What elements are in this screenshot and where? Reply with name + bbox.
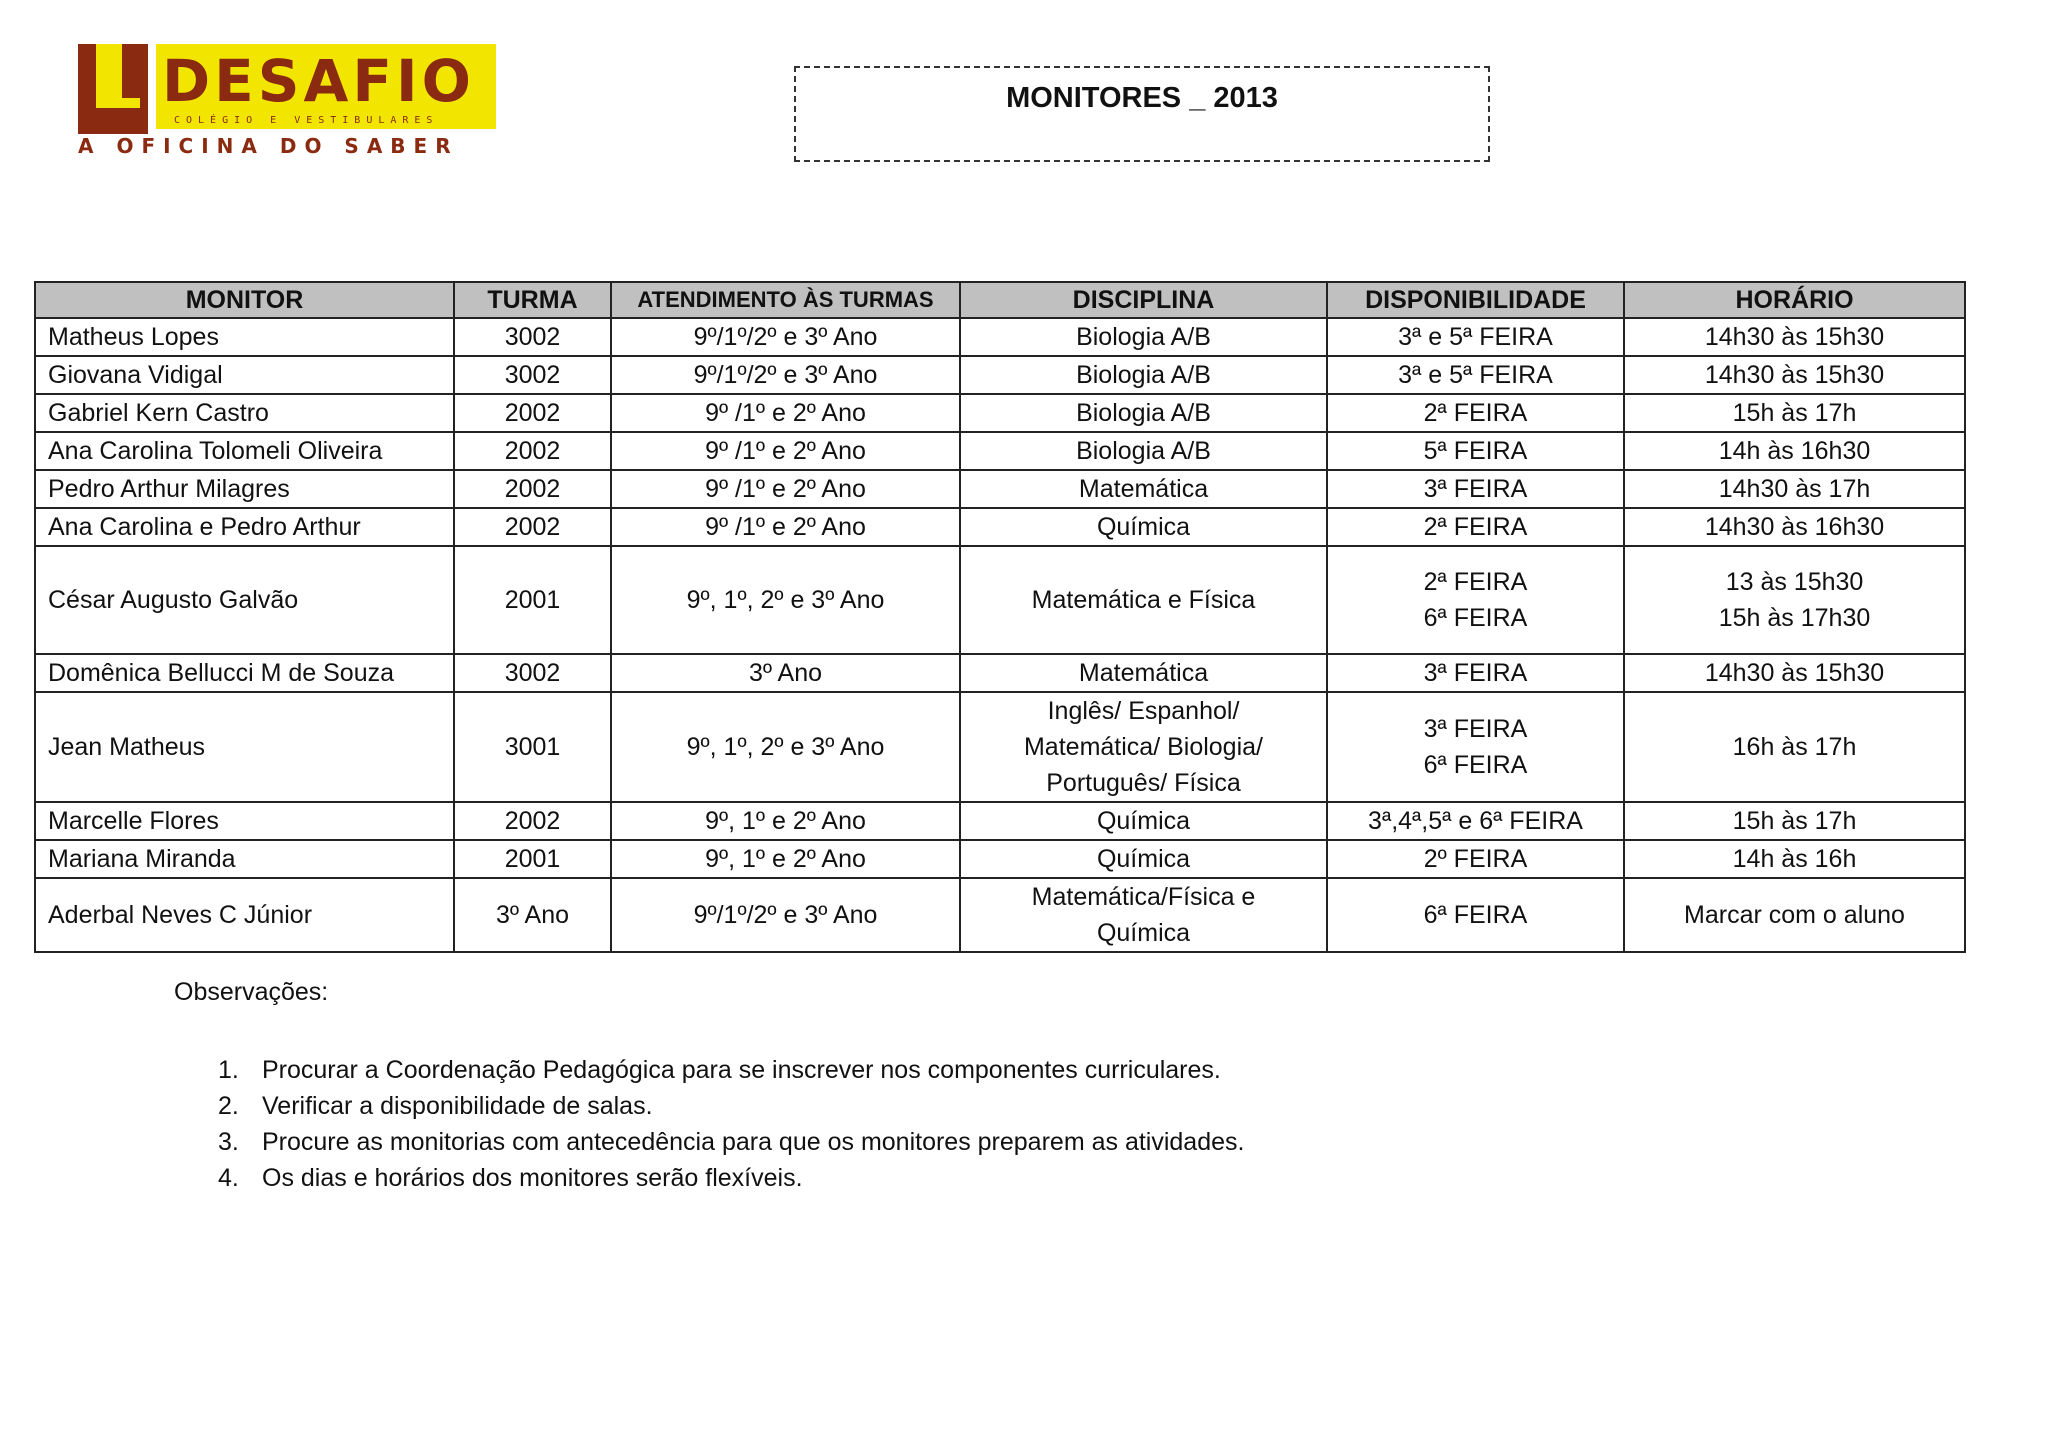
cell-disponibilidade-line: 5ª FEIRA xyxy=(1423,437,1528,465)
table-row xyxy=(35,356,1965,394)
cell-horario-line: 14h às 16h30 xyxy=(1718,437,1871,465)
header-turma: TURMA xyxy=(454,282,611,318)
cell-disciplina xyxy=(960,432,1327,470)
observation-text: Procure as monitorias com antecedência para que os monitores preparem as atividades. xyxy=(262,1128,1245,1156)
cell-disponibilidade xyxy=(1327,508,1624,546)
monitor-table xyxy=(34,281,1966,953)
observation-number: 2. xyxy=(218,1092,239,1120)
observations-list xyxy=(218,1052,1244,1196)
cell-disciplina-line: Matemática/ Biologia/ xyxy=(1023,733,1263,761)
cell-monitor: César Augusto Galvão xyxy=(35,546,454,654)
cell-disponibilidade xyxy=(1327,356,1624,394)
cell-disponibilidade-line: 6ª FEIRA xyxy=(1423,751,1528,779)
observation-number: 1. xyxy=(218,1056,239,1084)
cell-horario-line: 14h30 às 15h30 xyxy=(1704,323,1885,351)
cell-disponibilidade-line: 2ª FEIRA xyxy=(1423,513,1528,541)
cell-disponibilidade-line: 3ª,4ª,5ª e 6ª FEIRA xyxy=(1368,807,1583,835)
observation-text: Procurar a Coordenação Pedagógica para se inscrever nos componentes curriculares. xyxy=(262,1056,1221,1084)
cell-disciplina-line: Química xyxy=(1096,807,1191,835)
cell-disponibilidade-line: 3ª e 5ª FEIRA xyxy=(1398,323,1553,351)
cell-disciplina-line: Biologia A/B xyxy=(1076,323,1211,351)
cell-horario-line: 15h às 17h30 xyxy=(1718,604,1871,632)
logo-tagline: A OFICINA DO SABER xyxy=(78,134,459,158)
cell-turma: 3001 xyxy=(454,692,611,802)
cell-monitor: Ana Carolina Tolomeli Oliveira xyxy=(35,432,454,470)
cell-horario-line: Marcar com o aluno xyxy=(1684,901,1905,929)
cell-disciplina-line: Matemática xyxy=(1078,659,1209,687)
cell-turma: 3002 xyxy=(454,356,611,394)
cell-disciplina xyxy=(960,802,1327,840)
cell-disponibilidade xyxy=(1327,432,1624,470)
cell-horario xyxy=(1624,802,1965,840)
cell-horario-line: 14h30 às 17h xyxy=(1718,475,1871,503)
cell-turma: 3002 xyxy=(454,654,611,692)
cell-disponibilidade xyxy=(1327,318,1624,356)
cell-disciplina xyxy=(960,692,1327,802)
cell-atendimento: 9º/1º/2º e 3º Ano xyxy=(611,318,960,356)
table-row xyxy=(35,654,1965,692)
cell-turma: 2001 xyxy=(454,840,611,878)
cell-horario xyxy=(1624,654,1965,692)
table-row xyxy=(35,546,1965,654)
cell-disciplina xyxy=(960,654,1327,692)
cell-monitor: Marcelle Flores xyxy=(35,802,454,840)
cell-horario-line: 14h30 às 15h30 xyxy=(1704,361,1885,389)
cell-horario-line: 14h30 às 16h30 xyxy=(1704,513,1885,541)
cell-disponibilidade-line: 2ª FEIRA xyxy=(1423,399,1528,427)
observation-item xyxy=(218,1124,1244,1160)
table-row xyxy=(35,508,1965,546)
cell-disponibilidade-line: 6ª FEIRA xyxy=(1423,901,1528,929)
school-logo xyxy=(78,44,498,162)
cell-turma: 2002 xyxy=(454,432,611,470)
table-body xyxy=(35,318,1965,952)
cell-disponibilidade xyxy=(1327,802,1624,840)
cell-disciplina xyxy=(960,394,1327,432)
table-row xyxy=(35,432,1965,470)
cell-disciplina-line: Matemática/Física e xyxy=(1031,883,1256,911)
observations-label: Observações: xyxy=(174,978,329,1006)
cell-turma: 2002 xyxy=(454,508,611,546)
table-row xyxy=(35,470,1965,508)
cell-atendimento: 9º /1º e 2º Ano xyxy=(611,508,960,546)
cell-horario xyxy=(1624,692,1965,802)
cell-atendimento: 9º /1º e 2º Ano xyxy=(611,394,960,432)
cell-monitor: Domênica Bellucci M de Souza xyxy=(35,654,454,692)
cell-horario xyxy=(1624,508,1965,546)
observation-item xyxy=(218,1088,1244,1124)
cell-turma: 2002 xyxy=(454,394,611,432)
table-row xyxy=(35,878,1965,952)
cell-disponibilidade xyxy=(1327,470,1624,508)
title-box xyxy=(794,66,1490,162)
cell-disciplina xyxy=(960,356,1327,394)
cell-disciplina xyxy=(960,470,1327,508)
table-row xyxy=(35,394,1965,432)
cell-disciplina-line: Português/ Física xyxy=(1046,769,1241,797)
cell-disciplina xyxy=(960,878,1327,952)
table-row xyxy=(35,840,1965,878)
header-atendimento: ATENDIMENTO ÀS TURMAS xyxy=(611,282,960,318)
cell-turma: 3º Ano xyxy=(454,878,611,952)
observation-item xyxy=(218,1052,1244,1088)
cell-disponibilidade xyxy=(1327,840,1624,878)
cell-horario xyxy=(1624,470,1965,508)
header-disponibilidade: DISPONIBILIDADE xyxy=(1327,282,1624,318)
cell-disciplina-line: Matemática xyxy=(1078,475,1209,503)
observation-number: 4. xyxy=(218,1164,239,1192)
cell-disponibilidade-line: 2º FEIRA xyxy=(1423,845,1528,873)
cell-monitor: Pedro Arthur Milagres xyxy=(35,470,454,508)
cell-atendimento: 9º /1º e 2º Ano xyxy=(611,432,960,470)
table-row xyxy=(35,692,1965,802)
cell-turma: 2002 xyxy=(454,470,611,508)
cell-disponibilidade-line: 3ª FEIRA xyxy=(1423,659,1528,687)
cell-horario-line: 15h às 17h xyxy=(1732,807,1857,835)
cell-monitor: Matheus Lopes xyxy=(35,318,454,356)
cell-monitor: Ana Carolina e Pedro Arthur xyxy=(35,508,454,546)
cell-horario xyxy=(1624,394,1965,432)
cell-disciplina-line: Química xyxy=(1096,513,1191,541)
cell-monitor: Gabriel Kern Castro xyxy=(35,394,454,432)
table-row xyxy=(35,802,1965,840)
cell-disponibilidade xyxy=(1327,654,1624,692)
cell-disciplina xyxy=(960,508,1327,546)
cell-disponibilidade-line: 2ª FEIRA xyxy=(1423,568,1528,596)
cell-atendimento: 9º/1º/2º e 3º Ano xyxy=(611,356,960,394)
observation-text: Os dias e horários dos monitores serão flexíveis. xyxy=(262,1164,803,1192)
cell-atendimento: 9º, 1º e 2º Ano xyxy=(611,840,960,878)
cell-disciplina-line: Química xyxy=(1096,845,1191,873)
cell-atendimento: 3º Ano xyxy=(611,654,960,692)
cell-horario xyxy=(1624,432,1965,470)
cell-atendimento: 9º, 1º, 2º e 3º Ano xyxy=(611,546,960,654)
cell-disciplina xyxy=(960,318,1327,356)
table-row xyxy=(35,318,1965,356)
cell-disciplina-line: Biologia A/B xyxy=(1076,361,1211,389)
cell-atendimento: 9º /1º e 2º Ano xyxy=(611,470,960,508)
cell-horario xyxy=(1624,878,1965,952)
cell-horario xyxy=(1624,840,1965,878)
header-horario: HORÁRIO xyxy=(1624,282,1965,318)
observation-text: Verificar a disponibilidade de salas. xyxy=(262,1092,653,1120)
cell-monitor: Mariana Miranda xyxy=(35,840,454,878)
cell-horario-line: 14h30 às 15h30 xyxy=(1704,659,1885,687)
cell-atendimento: 9º/1º/2º e 3º Ano xyxy=(611,878,960,952)
cell-turma: 2001 xyxy=(454,546,611,654)
cell-horario-line: 14h às 16h xyxy=(1732,845,1857,873)
cell-horario xyxy=(1624,318,1965,356)
cell-disciplina-line: Química xyxy=(1096,919,1191,947)
cell-disciplina-line: Biologia A/B xyxy=(1076,399,1211,427)
logo-emblem xyxy=(78,44,148,134)
cell-disponibilidade xyxy=(1327,546,1624,654)
cell-horario xyxy=(1624,546,1965,654)
cell-disponibilidade xyxy=(1327,394,1624,432)
observation-number: 3. xyxy=(218,1128,239,1156)
cell-disciplina-line: Inglês/ Espanhol/ xyxy=(1047,697,1240,725)
cell-disciplina-line: Biologia A/B xyxy=(1076,437,1211,465)
cell-atendimento: 9º, 1º, 2º e 3º Ano xyxy=(611,692,960,802)
cell-horario-line: 16h às 17h xyxy=(1732,733,1857,761)
cell-horario-line: 13 às 15h30 xyxy=(1725,568,1864,596)
cell-disciplina-line: Matemática e Física xyxy=(1031,586,1256,614)
cell-disponibilidade-line: 3ª e 5ª FEIRA xyxy=(1398,361,1553,389)
page-title: MONITORES _ 2013 xyxy=(1006,82,1278,114)
cell-disciplina xyxy=(960,840,1327,878)
observation-item xyxy=(218,1160,1244,1196)
cell-disponibilidade-line: 3ª FEIRA xyxy=(1423,475,1528,503)
cell-horario xyxy=(1624,356,1965,394)
cell-monitor: Aderbal Neves C Júnior xyxy=(35,878,454,952)
cell-turma: 3002 xyxy=(454,318,611,356)
cell-monitor: Jean Matheus xyxy=(35,692,454,802)
header-disciplina: DISCIPLINA xyxy=(960,282,1327,318)
cell-disponibilidade xyxy=(1327,692,1624,802)
cell-disponibilidade-line: 6ª FEIRA xyxy=(1423,604,1528,632)
cell-disciplina xyxy=(960,546,1327,654)
cell-atendimento: 9º, 1º e 2º Ano xyxy=(611,802,960,840)
cell-disponibilidade-line: 3ª FEIRA xyxy=(1423,715,1528,743)
logo-subtitle: COLÉGIO E VESTIBULARES xyxy=(174,115,439,126)
cell-disponibilidade xyxy=(1327,878,1624,952)
cell-horario-line: 15h às 17h xyxy=(1732,399,1857,427)
logo-wordmark: DESAFIO xyxy=(162,47,475,115)
cell-turma: 2002 xyxy=(454,802,611,840)
header-monitor: MONITOR xyxy=(35,282,454,318)
table-header-row xyxy=(35,282,1965,318)
cell-monitor: Giovana Vidigal xyxy=(35,356,454,394)
